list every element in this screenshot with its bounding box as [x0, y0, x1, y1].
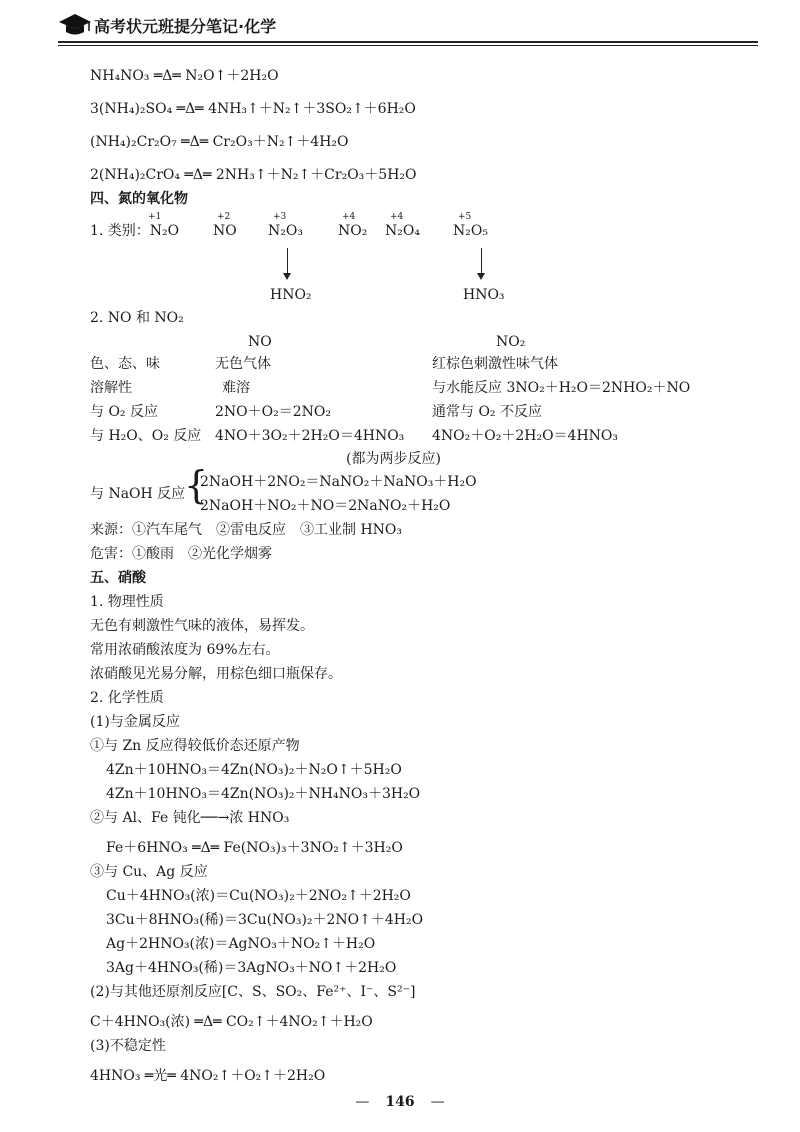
text-line: 无色有刺激性气味的液体，易挥发。	[90, 618, 314, 634]
text-line: (3)不稳定性	[90, 1038, 166, 1054]
text-line: 2. NO 和 NO₂	[90, 310, 184, 326]
oxidation-state: +1	[148, 212, 162, 222]
text-line: ①与 Zn 反应得较低价态还原产物	[90, 738, 300, 754]
text-line: 2. 化学性质	[90, 690, 164, 706]
arrow-n2o5-to-hno3	[481, 248, 482, 278]
header-title: 高考状元班提分笔记·化学	[94, 17, 277, 36]
text-line: 危害：①酸雨 ②光化学烟雾	[90, 546, 272, 562]
text-line: 溶解性	[90, 380, 132, 396]
text-line: 4Zn＋10HNO₃＝4Zn(NO₃)₂＋N₂O↑＋5H₂O	[106, 762, 402, 778]
text-line: 3Cu＋8HNO₃(稀)＝3Cu(NO₃)₂＋2NO↑＋4H₂O	[106, 912, 424, 928]
text-line: HNO₃	[463, 287, 505, 303]
page-header	[58, 8, 758, 44]
text-line: C＋4HNO₃(浓) ═Δ═ CO₂↑＋4NO₂↑＋H₂O	[90, 1014, 373, 1030]
naoh-brace: {	[184, 463, 209, 507]
text-line: ②与 Al、Fe 钝化──→浓 HNO₃	[90, 810, 290, 826]
text-line: 4NO＋3O₂＋2H₂O＝4HNO₃	[215, 428, 405, 444]
page-number-footer	[0, 1094, 800, 1110]
text-line: 与 H₂O、O₂ 反应	[90, 428, 202, 444]
oxidation-state: +5	[458, 212, 472, 222]
text-line: 与 NaOH 反应	[90, 486, 186, 502]
text-line: 难溶	[222, 380, 250, 396]
text-line: 2NO＋O₂＝2NO₂	[215, 404, 331, 420]
text-line: (都为两步反应)	[346, 451, 441, 467]
page-number: 146	[385, 1094, 415, 1110]
text-line: NO₂	[496, 334, 526, 350]
oxidation-state: +4	[390, 212, 404, 222]
text-line: 4Zn＋10HNO₃＝4Zn(NO₃)₂＋NH₄NO₃＋3H₂O	[106, 786, 421, 802]
text-line: 与 O₂ 反应	[90, 404, 158, 420]
text-line: N₂O₅	[453, 223, 488, 239]
section-heading: 四、氮的氧化物	[90, 191, 188, 207]
text-line: Cu＋4HNO₃(浓)＝Cu(NO₃)₂＋2NO₂↑＋2H₂O	[106, 888, 411, 904]
text-line: N₂O₄	[385, 223, 420, 239]
text-line: (NH₄)₂Cr₂O₇ ═Δ═ Cr₂O₃＋N₂↑＋4H₂O	[90, 134, 349, 150]
text-line: 2NaOH＋2NO₂＝NaNO₂＋NaNO₃＋H₂O	[200, 474, 477, 490]
text-line: ③与 Cu、Ag 反应	[90, 864, 208, 880]
graduation-cap-icon	[58, 12, 92, 38]
text-line: NO	[213, 223, 237, 239]
text-line: 4HNO₃ ═光═ 4NO₂↑＋O₂↑＋2H₂O	[90, 1068, 326, 1084]
text-line: HNO₂	[270, 287, 312, 303]
text-line: 浓硝酸见光易分解，用棕色细口瓶保存。	[90, 666, 342, 682]
oxidation-state: +2	[217, 212, 231, 222]
oxidation-state: +3	[273, 212, 287, 222]
text-line: 与水能反应 3NO₂＋H₂O＝2NHO₂＋NO	[432, 380, 691, 396]
text-line: 2NaOH＋NO₂＋NO＝2NaNO₂＋H₂O	[200, 498, 451, 514]
page-dash-right: —	[430, 1094, 445, 1110]
text-line: N₂O₃	[268, 223, 303, 239]
text-line: NO	[248, 334, 272, 350]
text-line: 色、态、味	[90, 356, 160, 372]
text-line: Ag＋2HNO₃(浓)＝AgNO₃＋NO₂↑＋H₂O	[106, 936, 376, 952]
arrow-n2o3-to-hno2	[287, 248, 288, 278]
text-line: (2)与其他还原剂反应[C、S、SO₂、Fe²⁺、I⁻、S²⁻]	[90, 984, 416, 1000]
text-line: 1. 类别：N₂O	[90, 223, 180, 239]
header-rule	[58, 41, 758, 43]
text-line: 2(NH₄)₂CrO₄ ═Δ═ 2NH₃↑＋N₂↑＋Cr₂O₃＋5H₂O	[90, 167, 417, 183]
text-line: 无色气体	[215, 356, 271, 372]
text-line: 3(NH₄)₂SO₄ ═Δ═ 4NH₃↑＋N₂↑＋3SO₂↑＋6H₂O	[90, 101, 416, 117]
page-dash-left: —	[355, 1094, 370, 1110]
text-line: NO₂	[338, 223, 368, 239]
text-line: 4NO₂＋O₂＋2H₂O＝4HNO₃	[432, 428, 618, 444]
text-line: 红棕色刺激性味气体	[432, 356, 558, 372]
section-heading: 五、硝酸	[90, 570, 146, 586]
text-line: 常用浓硝酸浓度为 69%左右。	[90, 642, 280, 658]
text-line: Fe＋6HNO₃ ═Δ═ Fe(NO₃)₃＋3NO₂↑＋3H₂O	[106, 840, 403, 856]
text-line: 3Ag＋4HNO₃(稀)＝3AgNO₃＋NO↑＋2H₂O	[106, 960, 397, 976]
text-line: 1. 物理性质	[90, 594, 164, 610]
header-rule-thin	[58, 45, 758, 46]
oxidation-state: +4	[342, 212, 356, 222]
text-line: 来源：①汽车尾气 ②雷电反应 ③工业制 HNO₃	[90, 522, 402, 538]
text-line: NH₄NO₃ ═Δ═ N₂O↑＋2H₂O	[90, 68, 279, 84]
text-line: 通常与 O₂ 不反应	[432, 404, 542, 420]
text-line: (1)与金属反应	[90, 714, 180, 730]
